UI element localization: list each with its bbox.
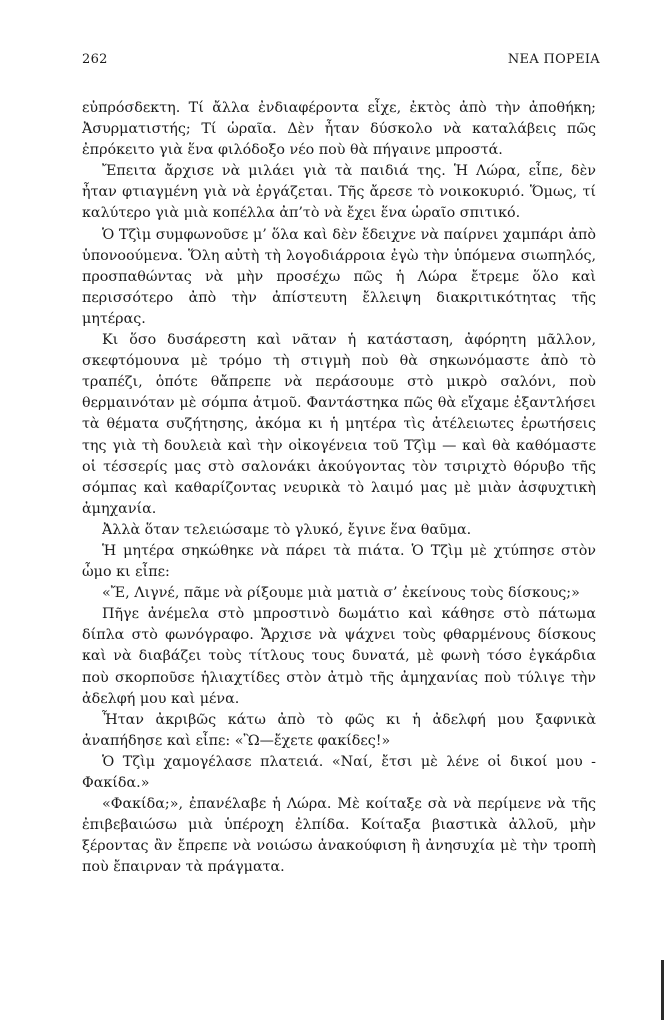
paragraph: Ἔπειτα ἄρχισε νὰ μιλάει γιὰ τὰ παιδιά της. Ἡ Λώρα, εἶπε, δὲν ἦταν φτιαγμένη γιὰ νὰ ἐργάζεται. Τῆς ἄρεσε τὸ νοικοκυριό. Ὅμως, τί καλύτερο γιὰ μιὰ κοπέλλα ἀπ’τὸ νὰ ἔχει ἕνα ὡραῖο σπιτικό. xyxy=(82,163,596,222)
paragraph: «Ἔ, Λιγνέ, πᾶμε νὰ ρίξουμε μιὰ ματιὰ σ’ ἐκείνους τοὺς δίσκους;» xyxy=(102,585,580,602)
page-number: 262 xyxy=(82,52,108,67)
running-title: ΝΕΑ ΠΟΡΕΙΑ xyxy=(507,52,600,67)
paragraph: Ἦταν ἀκριβῶς κάτω ἀπὸ τὸ φῶς κι ἡ ἀδελφή μου ξαφνικὰ ἀναπήδησε καὶ εἶπε: «Ὢ—ἔχετε φακίδες!» xyxy=(82,711,596,749)
paragraph: Κι ὅσο δυσάρεστη καὶ νᾶταν ἡ κατάσταση, ἀφόρητη μᾶλλον, σκεφτόμουνα μὲ τρόμο τὴ στιγμὴ ποὺ θὰ σηκωνόμαστε ἀπὸ τὸ τραπέζι, ὁπότε θἄπρεπε νὰ περάσουμε στὸ μικρὸ σαλόνι, ποὺ θερμαινόταν μὲ σόμπα ἀτμοῦ. Φαντάστηκα πῶς θὰ εἴχαμε ἐξαντλήσει τὰ θέματα συζήτησης, ἀκόμα κι ἡ μητέρα τὶς ἀτέλειωτες ἐρωτήσεις της γιὰ τὴ δουλειὰ καὶ τὴν οἰκογένεια τοῦ Τζὶμ — καὶ θὰ καθόμαστε οἱ τέσσερίς μας στὸ σαλονάκι ἀκούγοντας τὸν τσιριχτὸ θόρυβο τῆς σόμπας καὶ καθαρίζοντας νευρικὰ τὸ λαιμό μας μὲ μιὰν ἀσφυχτικὴ ἀμηχανία. xyxy=(82,332,596,517)
paragraph: Ἡ μητέρα σηκώθηκε νὰ πάρει τὰ πιάτα. Ὁ Τζὶμ μὲ χτύπησε στὸν ὦμο κι εἶπε: xyxy=(82,542,596,581)
paragraph: Πῆγε ἀνέμελα στὸ μπροστινὸ δωμάτιο καὶ κάθησε στὸ πάτωμα δίπλα στὸ φωνόγραφο. Ἄρχισε νὰ ψάχνει τοὺς φθαρμένους δίσκους καὶ νὰ διαβάζει τοὺς τίτλους τους δυνατά, μὲ φωνὴ τόσο ἐγκάρδια ποὺ σκορποῦσε ἡλιαχτίδες στὸν ἀτμὸ τῆς ἀμηχανίας ποὺ τύλιγε τὴν ἀδελφή μου καὶ μένα. xyxy=(82,606,596,707)
paragraph: «Φακίδα;», ἐπανέλαβε ἡ Λώρα. Μὲ κοίταξε σὰ νὰ περίμενε νὰ τῆς ἐπιβεβαιώσω μιὰ ὑπέροχη ἐλπίδα. Κοίταξα βιαστικὰ ἀλλοῦ, μὴν ξέροντας ἂν ἔπρεπε νὰ νοιώσω ἀνακούφιση ἢ ἀνησυχία μὲ τὴν τροπὴ ποὺ ἔπαιρναν τὰ πράγματα. xyxy=(82,796,596,876)
paragraph: εὐπρόσδεκτη. Τί ἄλλα ἐνδιαφέροντα εἶχε, ἐκτὸς ἀπὸ τὴν ἀποθήκη; Ἀσυρματιστής; Τί ὡραῖα. Δὲν ἦταν δύσκολο νὰ καταλάβεις πῶς ἐπρόκειτο γιὰ ἕνα φιλόδοξο νέο ποὺ θὰ πήγαινε μπροστά. xyxy=(82,100,596,159)
paragraph: Ἀλλὰ ὅταν τελειώσαμε τὸ γλυκό, ἔγινε ἕνα θαῦμα. xyxy=(102,521,472,538)
paragraph: Ὁ Τζὶμ συμφωνοῦσε μ’ ὅλα καὶ δὲν ἔδειχνε νὰ παίρνει χαμπάρι ἀπὸ ὑπονοούμενα. Ὅλη αὐτὴ τὴ λογοδιάρροια ἐγὼ τὴν ὑπόμενα σιωπηλός, προσπαθώντας νὰ μὴν προσέχω πῶς ἡ Λώρα ἔτρεμε ὅλο καὶ περισσότερο ἀπὸ τὴν ἀπίστευτη ἔλλειψη διακριτικότητας τῆς μητέρας. xyxy=(82,226,596,327)
body-text xyxy=(82,98,596,878)
page-header xyxy=(82,52,600,72)
paragraph: Ὁ Τζὶμ χαμογέλασε πλατειά. «Ναί, ἔτσι μὲ λένε οἱ δικοί μου - Φακίδα.» xyxy=(82,753,596,791)
